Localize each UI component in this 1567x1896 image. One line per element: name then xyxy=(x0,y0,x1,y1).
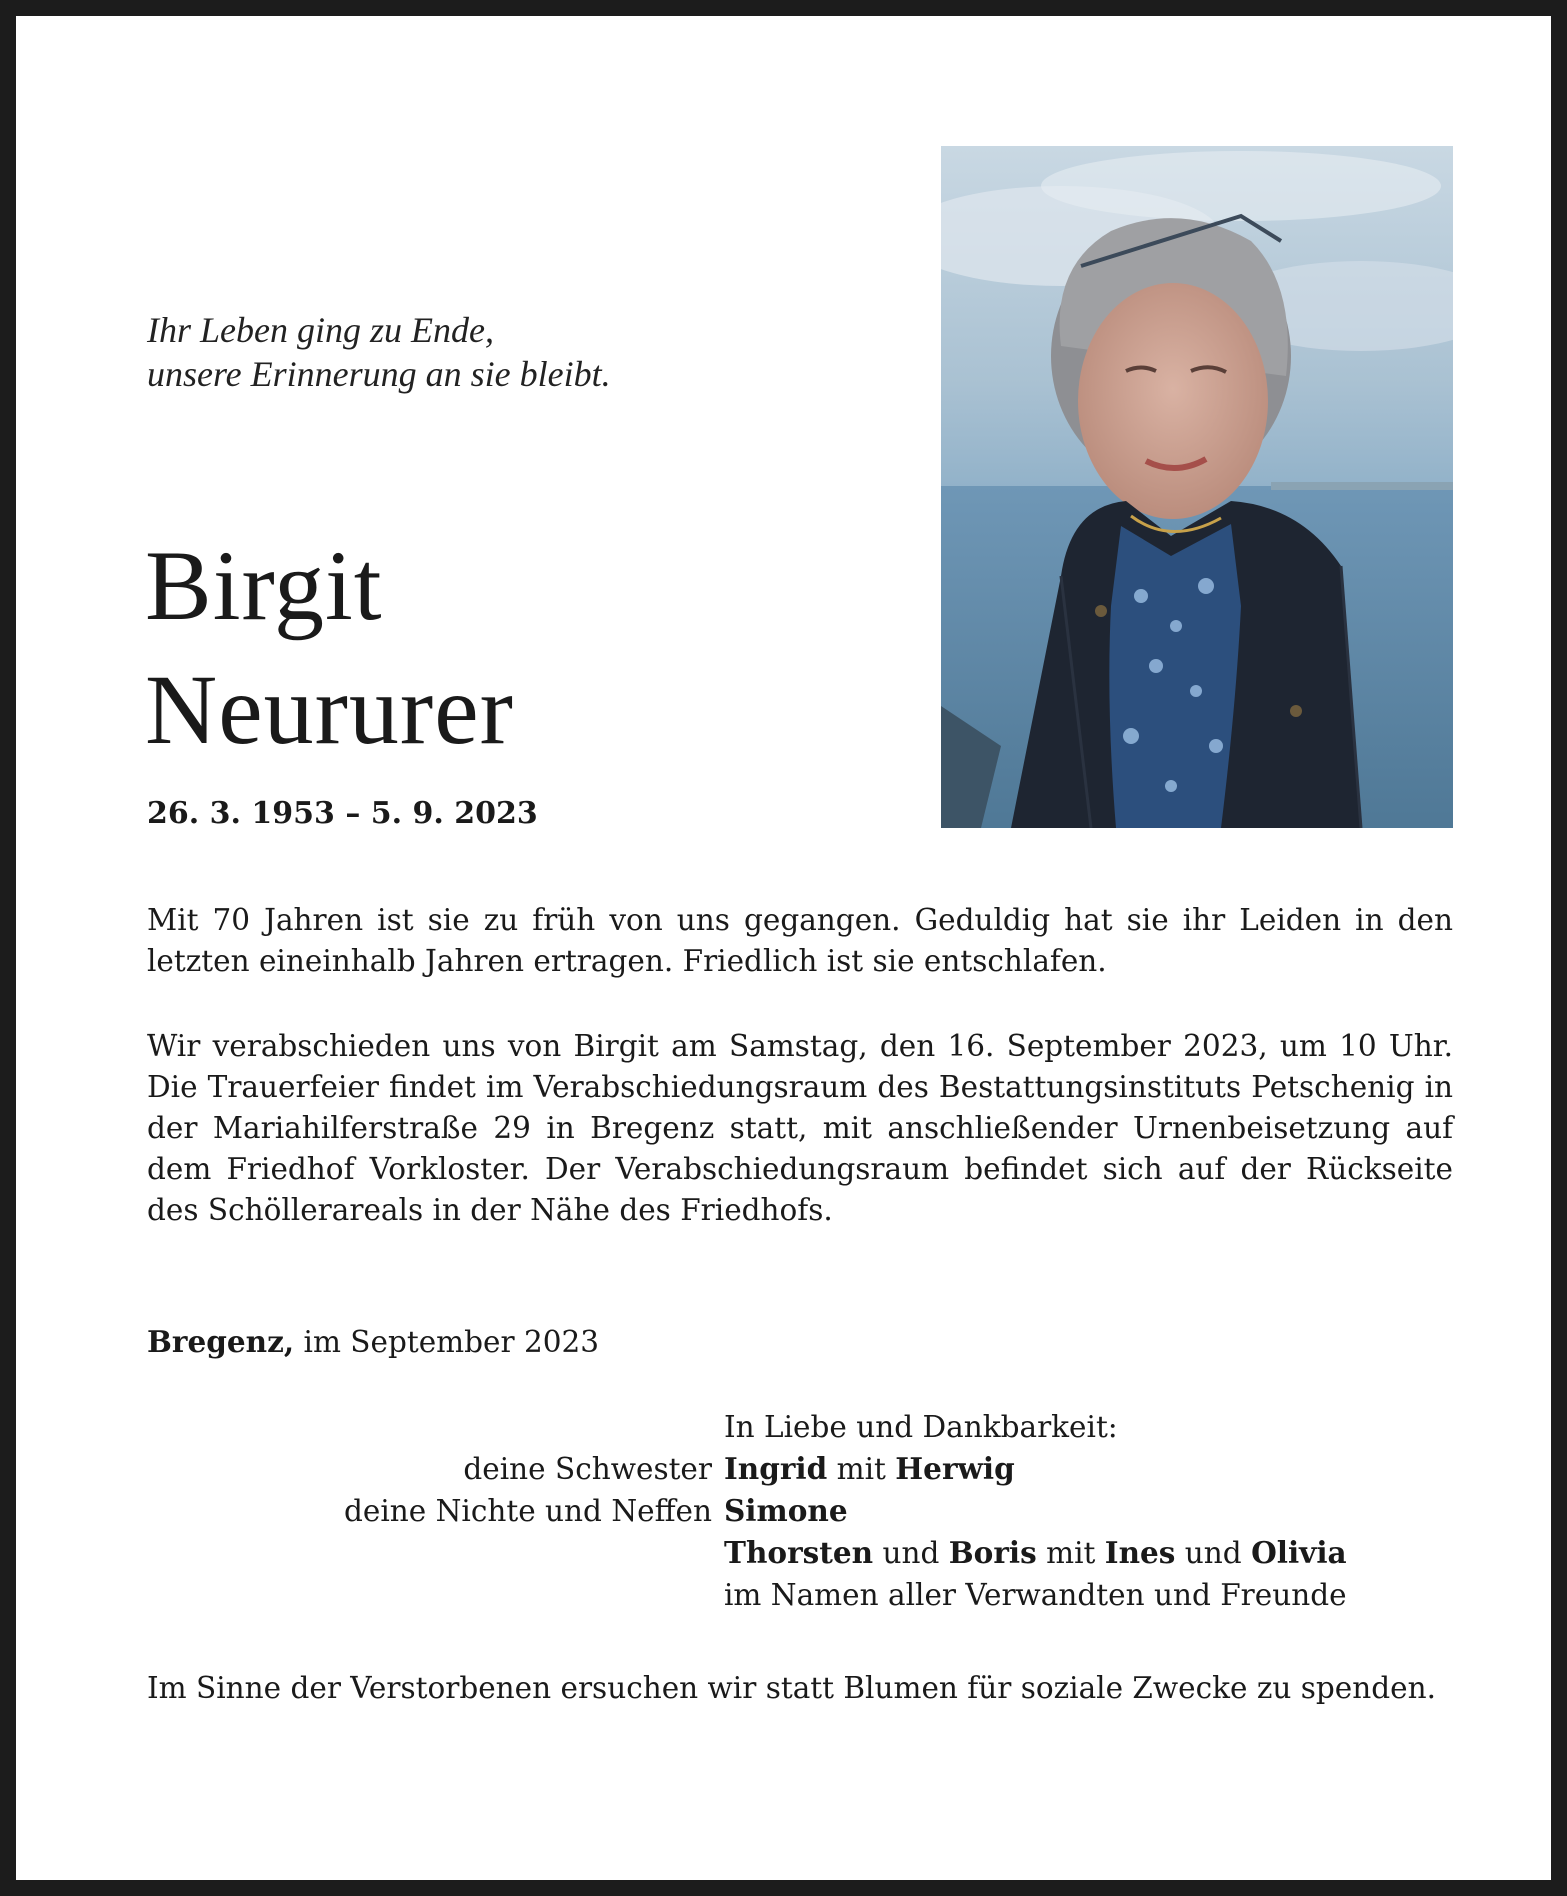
connector-and-2: und xyxy=(1184,1536,1242,1570)
others-line: im Namen aller Verwandten und Freunde xyxy=(724,1578,1347,1612)
child-name: Olivia xyxy=(1251,1535,1347,1570)
life-dates: 26. 3. 1953 – 5. 9. 2023 xyxy=(147,796,538,831)
mourners-block xyxy=(147,1406,1453,1616)
partner-2: Ines xyxy=(1104,1535,1176,1570)
place-date-text: im September 2023 xyxy=(303,1325,600,1359)
nephew-1: Thorsten xyxy=(724,1535,874,1570)
last-name: Neururer xyxy=(145,654,514,765)
connector-with-1: mit xyxy=(836,1452,886,1486)
place-city: Bregenz, xyxy=(147,1324,295,1359)
paragraph-2: Wir verabschieden uns von Birgit am Samstag, den 16. September 2023, um 10 Uhr. Die Trauerfeier findet im Verabschiedungsraum des Bestattungsinstituts Petschenig in der Mariahilferstraße 29 in Bregenz statt, mit anschließender Urnenbeisetzung auf dem Friedhof Vorkloster. Der Verabschiedungsraum befindet sich auf der Rückseite des Schöllerareals in der Nähe des Friedhofs. xyxy=(147,1029,1453,1227)
motto-line-2: unsere Erinnerung an sie bleibt. xyxy=(147,354,611,394)
paragraph-1: Mit 70 Jahren ist sie zu früh von uns gegangen. Geduldig hat sie ihr Leiden in den letzten eineinhalb Jahren ertragen. Friedlich ist sie entschlafen. xyxy=(147,903,1453,978)
connector-with-2: mit xyxy=(1046,1536,1096,1570)
connector-and-1: und xyxy=(882,1536,940,1570)
sister-label: deine Schwester xyxy=(463,1452,712,1486)
mourners-intro: In Liebe und Dankbarkeit: xyxy=(724,1410,1118,1444)
closing-note: Im Sinne der Verstorbenen ersuchen wir statt Blumen für soziale Zwecke zu spenden. xyxy=(147,1671,1436,1705)
motto-line-1: Ihr Leben ging zu Ende, xyxy=(147,310,494,350)
motto xyxy=(147,308,847,396)
niece-label: deine Nichte und Neffen xyxy=(343,1494,712,1528)
nephew-2: Boris xyxy=(948,1535,1037,1570)
first-name: Birgit xyxy=(145,530,383,641)
sister-name: Ingrid xyxy=(724,1451,828,1486)
portrait-illustration xyxy=(941,146,1453,828)
nephews-line xyxy=(724,1532,1347,1574)
sister-partner: Herwig xyxy=(895,1451,1015,1486)
deceased-name xyxy=(145,524,514,772)
portrait-photo xyxy=(941,146,1453,828)
sister-line xyxy=(724,1448,1015,1490)
place-date xyxy=(147,1321,599,1363)
niece-name: Simone xyxy=(724,1493,848,1528)
